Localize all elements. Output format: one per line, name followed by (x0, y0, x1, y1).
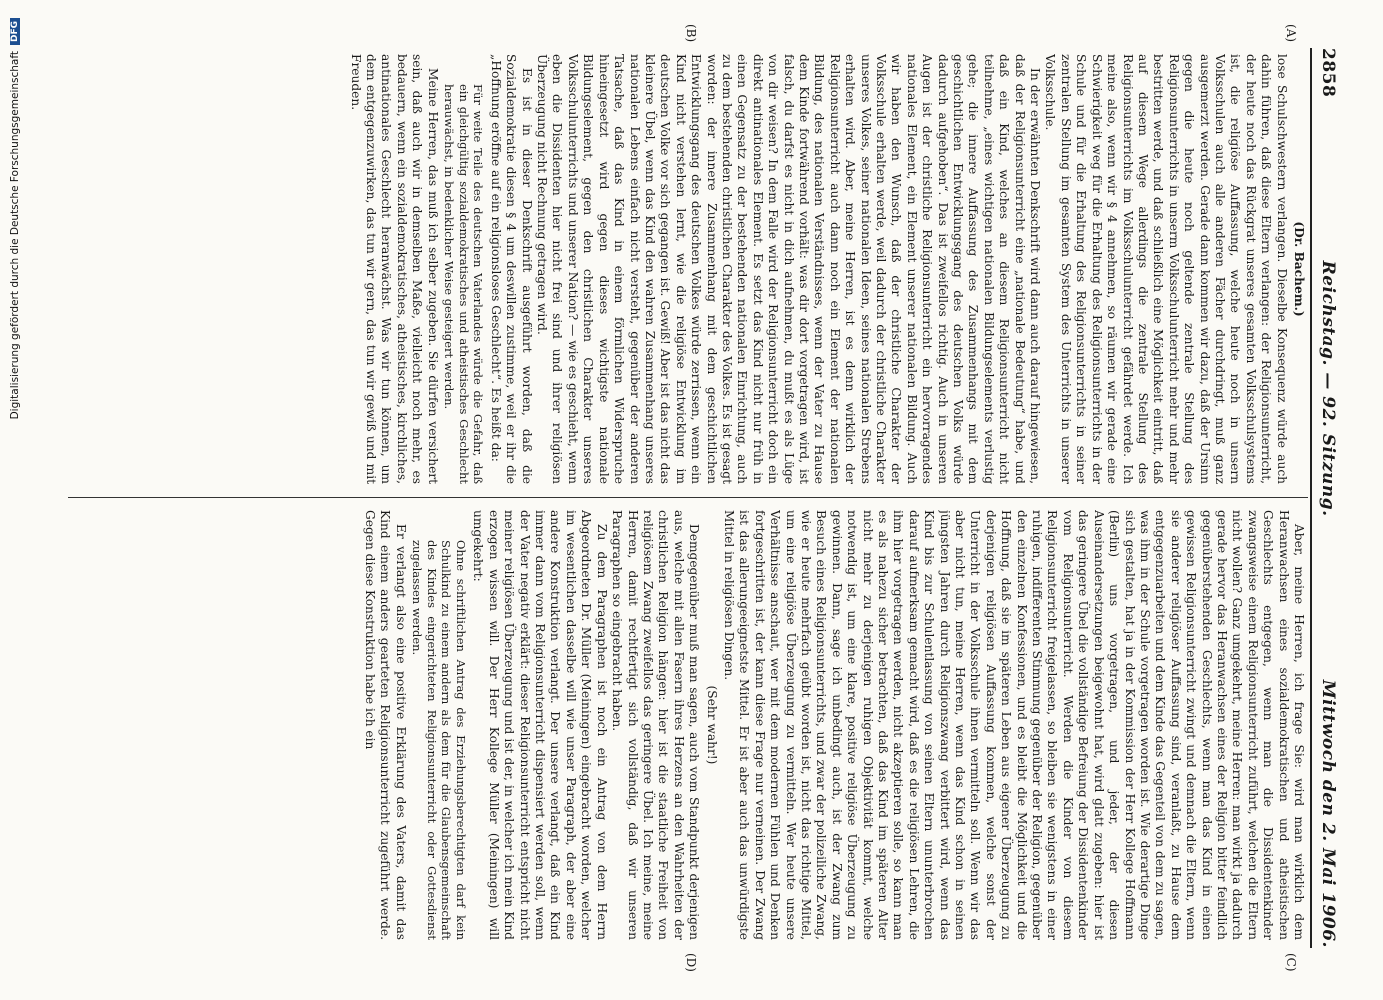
left-column (66, 54, 1306, 484)
paragraph: Aber, meine Herren, ich frage Sie: wird man wirklich dem Heranwachsen eines sozialdemokratischen und atheistischen Geschlechts entgegen, wenn man die Dissidentenkinder zwangsweise einem Religionsunterricht zuführt, welchen die Eltern nicht wollen? Ganz umgekehrt, meine Herren: man wirkt ja dadurch gerade hervor das Heranwachsen eines der Religion bitter feindlich gegenüberstehenden Geschlechts, wenn man das Kind in einen gewissen Religionsunterricht zwingt und demnach die Eltern, wenn sie anderer religiöser Auffassung sind, veranlaßt, zu Hause dem entgegenzuarbeiten und dem Kinde das Gegenteil von dem zu sagen, was ihm in der Schule vorgetragen worden ist. Wie derartige Dinge sich gestalten, hat ja in der Kommission der Herr Kollege Hoffmann (Berlin) uns vorgetragen, und jeder, der diesen Auseinandersetzungen beigewohnt hat, wird glatt zugeben: hier ist das geringere Übel die vollständige Befreiung der Dissidentenkinder vom Religionsunterricht. Werden die Kinder von diesem Religionsunterricht freigelassen, so bleiben sie wenigstens in einer ruhigen, indifferenten Stimmung gegenüber der Religion, gegenüber den einzelnen Konfessionen, und es bleibt die Möglichkeit und die Hoffnung, daß sie im späteren Leben aus eigener Überzeugung zu derjenigen religiösen Auffassung kommen, welche sonst der Unterricht in der Volksschule ihnen vermitteln soll. Wenn wir das aber nicht tun, meine Herren, wenn das Kind schon in seinen jüngsten Jahren durch Religionszwang verbittert wird, wenn das Kind bis zur Schulentlassung von seinen Eltern ununterbrochen darauf aufmerksam gemacht wird, daß es die religiösen Lehren, die ihm hier vorgetragen werden, nicht akzeptieren solle, so kann man es als nahezu sicher betrachten, daß das Kind im späteren Alter nicht mehr zu derjenigen ruhigen Objektivität kommt, welche notwendig ist, um eine klare, positive religiöse Überzeugung zu gewinnen. Dann, sage ich unbedingt auch, ist der Zwang zum Besuch eines Religionsunterrichts, und zwar der polizeiliche Zwang, wie er heute mehrfach geübt worden ist, nicht das richtige Mittel, um eine religiöse Überzeugung zu vermitteln. Wer heute unsere Verhältnisse anschaut, wer mit dem modernen Fühlen und Denken fortgeschritten ist, der kann diese Frage nur verneinen. Der Zwang ist das allerungeeignetste Mittel. Er ist aber auch das unwürdigste Mittel in religiösen Dingen. (721, 510, 1306, 940)
column-divider (68, 497, 1308, 498)
page-title: Reichstag. — 92. Sitzung. (1318, 260, 1338, 517)
paragraph: lose Schulschwestern verlangen. Dieselbe Konsequenz würde auch dahin führen, daß diese Eltern verlangen: der Religionsunterricht, der heute noch das Rückgrat unseres gesamten Volksschulsystems ist, die religiöse Auffassung, welche heute noch in unsern Volksschulen auch alle anderen Fächer durchdringt, muß ganz ausgemerzt werden. Gerade dann kommen wir dazu, daß der Ursinn gegen die heute noch geltende zentrale Stellung des Religionsunterrichts in unserm Volksschulunterricht mehr und mehr bestritten werde, und daß schließlich eine Möglichkeit eintritt, daß auf diesem Wege allerdings die zentrale Stellung des Religionsunterrichts im Volksschulunterricht gefährdet werde. Ich meine also, wenn wir § 4 annehmen, so räumen wir gerade eine Schwierigkeit weg für die Erhaltung des Religionsunterrichts in der Schule und für die Erhaltung des Religionsunterrichts in seiner zentralen Stellung im gesamten System des Unterrichts in unserer Volksschule. (1043, 54, 1289, 484)
margin-mark-b: (B) (684, 24, 698, 43)
interjection: (Sehr wahr!) (704, 685, 719, 765)
credit-text: Digitalisierung gefördert durch die Deutsche Forschungsgemeinschaft (9, 51, 21, 420)
margin-mark-d: (D) (684, 953, 698, 972)
margin-mark-a: (A) (1284, 24, 1298, 43)
digitization-credit (4, 0, 26, 1000)
header-rule (1310, 48, 1312, 948)
dfg-logo: DFG (10, 18, 20, 45)
block-quote: Ohne schriftlichen Antrag des Erziehungsberechtigten darf kein Schulkind zu einem andern als dem für die Glaubensgemeinschaft des Kindes eingerichteten Religionsunterricht oder Gottesdienst zugelassen werden. (410, 540, 469, 940)
paragraph: Meine Herren, das muß ich selber zugeben. Sie dürfen versichert sein, daß auch wir in demselben Maße, vielleicht noch mehr, es bedauern, wenn ein sozialdemokratisches, atheistisches, kirchliches, antinationales Geschlecht heranwächst. Was wir tun können, um dem entgegenzuwirken, das tun wir gern, das tun wir gewiß und mit Freuden. (348, 54, 440, 484)
paragraph: Er verlangt also eine positive Erklärung des Vaters, damit das Kind einem anders gearteten Religionsunterricht zugeführt werde. Gegen diese Konstruktion habe ich ein (362, 510, 408, 940)
paragraph: Zu dem Paragraphen ist noch ein Antrag von dem Herrn Abgeordneten Dr. Müller (Meiningen) eingebracht worden, welcher im wesentlichen dasselbe will wie unser Paragraph, der aber eine andere Konstruktion verlangt. Der unsere verlangt, daß ein Kind immer dann vom Religionsunterricht dispensiert werden soll, wenn der Vater negativ erklärt: dieser Religionsunterricht entspricht nicht meiner religiösen Überzeugung und ist der, in welcher ich mein Kind erzogen wissen will. Der Herr Kollege Müller (Meiningen) will umgekehrt: (471, 510, 609, 940)
speaker-label: (Dr. Bachem.) (1292, 221, 1306, 317)
page-number: 2858 (1318, 48, 1338, 98)
session-date: Mittwoch den 2. Mai 1906. (1318, 679, 1338, 948)
paragraph: Es ist in dieser Denkschrift ausgeführt worden, daß die Sozialdemokratie diesen § 4 um deswillen zustimme, weil er ihr die „Hoffnung eröffne auf ein religionsloses Geschlecht“. Es heißt da: (488, 54, 534, 484)
margin-mark-c: (C) (1284, 953, 1298, 972)
rotated-page-content (38, 24, 1338, 972)
block-quote: Für weite Teile des deutschen Vaterlandes würde die Gefahr, daß ein gleichgültig sozialdemokratisches und atheistisches Geschlecht herauwächst, in bedenklicher Weise gesteigert werden. (442, 84, 486, 484)
paragraph: Demgegenüber muß man sagen, auch vom Standpunkt derjenigen aus, welche mit allen Fasern ihres Herzens an den Wahrheiten der christlichen Religion hängen: hier ist die staatliche Freiheit von religiösem Zwang zweifellos das geringere Übel. Ich meine, meine Herren, damit rechtfertigt sich vollständig, daß wir unseren Paragraphen so eingebracht haben. (610, 510, 702, 940)
page-header (1314, 48, 1338, 948)
paragraph: In der erwähnten Denkschrift wird dann auch darauf hingewiesen, daß der Religionsunterricht eine „nationale Bedeutung“ habe, und daß ein Kind, welches an diesem Religionsunterricht nicht teilnehme, „eines wichtigen nationalen Bildungselements verlustig gehe; die innere Auffassung des Zusammenhangs mit dem geschichtlichen Entwicklungsgang des deutschen Volks würde dadurch aufgehoben“. Das ist zweifellos richtig. Auch in unseren Augen ist der christliche Religionsunterricht ein hervorragendes nationales Element, ein Element unserer nationalen Bildung. Auch wir haben den Wunsch, daß der christliche Charakter der Volksschule erhalten werde, weil dadurch der christliche Charakter unseres Volkes, seiner nationalen Ideen, seines nationalen Strebens erhalten wird. Aber, meine Herren, ist es denn wirklich der Religionsunterricht auch dann noch ein Element der nationalen Bildung, des nationalen Verständnisses, wenn der Vater zu Hause dem Kinde fortwährend vorhält: was dir dort vorgetragen wird, ist falsch, du darfst es nicht in dich aufnehmen, du mußt es als Lüge von dir weisen? In dem Falle wird der Religionsunterricht doch ein direkt antinationales Element. Es setzt das Kind nicht nur früh in einen Gegensatz zu der bestehenden nationalen Einrichtung, auch zu dem bestehenden christlichen Charakter des Volkes. Es ist gesagt worden: der innere Zusammenhang mit dem geschichtlichen Entwicklungsgang des deutschen Volkes würde zerrissen, wenn ein Kind nicht verstehen lernt, wie die religiöse Entwicklung im deutschen Volke vor sich gegangen ist. Gewiß! Aber ist das nicht das kleinere Übel, wenn das Kind den wahren Zusammenhang unseres nationalen Lebens einfach nicht versteht, gegenüber der anderen Tatsache, daß das Kind in einem förmlichen Widerspruche hineingesetzt wird gegen dieses wichtigste nationale Bildungselement, gegen den christlichen Charakter unseres Volksschulunterrichts und unserer Nation? — wie es geschieht, wenn eben die Dissidenten hier nicht frei sind und ihrer religiösen Überzeugung nicht Rechnung getragen wird. (535, 54, 1043, 484)
right-column (66, 510, 1306, 940)
